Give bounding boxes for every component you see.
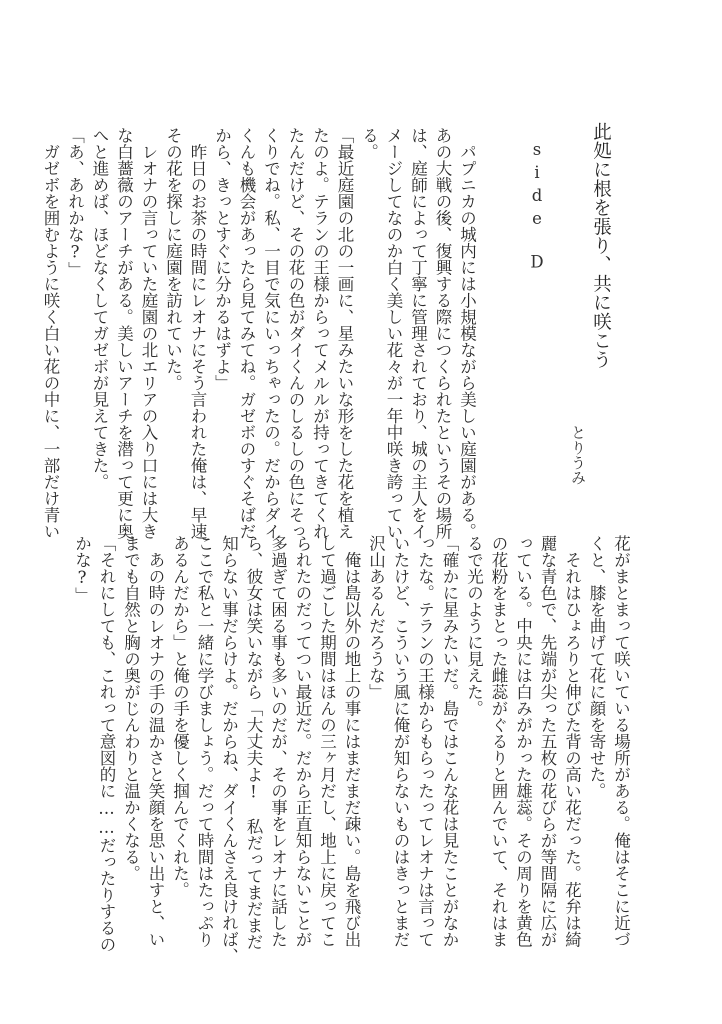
text-column: あるんだから」と俺の手を優しく掴んでくれた。 (170, 535, 190, 898)
text-column: その花を探しに庭園を訪れていた。 (163, 127, 183, 391)
author-name: とりうみ (569, 425, 587, 485)
text-column: かな?」 (72, 535, 92, 604)
text-column: たんだけど、その花の色がダイくんのしるしの色にそっ (286, 127, 305, 540)
text-column: くんも機会があったら見てみてね。ガゼボのすぐそばだ (237, 127, 256, 540)
text-column: 俺は島以外の地上の事にはまだまだ疎い。島を飛び出 (342, 535, 361, 948)
text-column: る。 (359, 127, 379, 160)
text-column: ガゼボを囲むように咲く白い花の中に、一部だけ青い (41, 127, 60, 540)
text-column: して過ごした期間はほんの三ヶ月だし、地上に戻ってこ (317, 535, 337, 948)
text-column: ったな。テランの王様からもらったってレオナは言って (415, 535, 435, 948)
text-column: パプニカの城内には小規模ながら美しい庭園がある。 (457, 127, 477, 540)
text-column: 花がまとまって咲いている場所がある。俺はそこに近づ (611, 535, 631, 948)
text-column: の花粉をまとった雌蕊がぐるりと囲んでいて、それはま (489, 535, 508, 948)
text-column: っている。中央には白みがかった雄蕊。その周りを黄色 (513, 535, 533, 948)
text-column: 「最近庭園の北の一画に、星みたいな形をした花を植え (335, 127, 354, 540)
text-column: 知らない事だらけよ。だからね、ダイくんさえ良ければ、 (219, 535, 239, 964)
text-column: へと進めば、ほどなくしてガゼボが見えてきた。 (90, 127, 109, 490)
text-column: 「あ、あれかな?」 (65, 127, 85, 278)
text-column: るで光のように見えた。 (464, 535, 484, 717)
text-column: は、庭師によって丁寧に管理されており、城の主人をイ (408, 127, 428, 540)
text-column: ら、彼女は笑いながら「大丈夫よ! 私だってまだまだ (244, 535, 263, 950)
text-column: 「それにしても、これって意図的に……だったりするの (97, 535, 116, 953)
text-column: あの時のレオナの手の温かさと笑顔を思い出すと、い (146, 535, 165, 948)
text-column: レオナの言っていた庭園の北エリアの入り口には大き (139, 127, 158, 540)
text-column: られたのだってつい最近だ。だから正直知らないことが (293, 535, 312, 948)
text-column: 沢山あるんだろうな」 (366, 535, 386, 700)
text-column: くと、膝を曲げて花に顔を寄せた。 (587, 535, 606, 799)
text-column: 多過ぎて困る事も多いのだが、その事をレオナに話した (268, 535, 288, 948)
text-column: メージしてなのか白く美しい花々が一年中咲き誇ってい (384, 127, 403, 540)
text-column: 「確かに星みたいだ。島ではこんな花は見たことがなか (440, 535, 459, 948)
text-column: それはひょろりと伸びた背の高い花だった。花弁は綺 (562, 535, 582, 948)
text-column: いたけど、こういう風に俺が知らないものはきっとまだ (391, 535, 410, 948)
text-column: から、きっとすぐに分かるはずよ」 (212, 127, 232, 391)
text-column: 昨日のお茶の時間にレオナにそう言われた俺は、早速 (188, 127, 207, 540)
text-column: あの大戦の後、復興する際につくられたというその場所 (433, 127, 452, 540)
story-title: 此処に根を張り、共に咲こう (590, 122, 612, 369)
text-column: ここで私と一緒に学びましょう。だって時間はたっぷり (195, 535, 214, 948)
text-column: くりでね。私、一目で気にいっちゃったの。だからダイ (261, 127, 281, 540)
text-column: たのよ。テランの王様からってメルルが持ってきてくれ (310, 127, 330, 540)
text-column: までも自然と胸の奥がじんわりと温かくなる。 (121, 535, 141, 882)
text-column: な白薔薇のアーチがある。美しいアーチを潜って更に奥 (114, 127, 134, 540)
text-column: 麗な青色で、先端が尖った五枚の花びらが等間隔に広が (538, 535, 557, 948)
section-subtitle: side D (527, 140, 547, 276)
